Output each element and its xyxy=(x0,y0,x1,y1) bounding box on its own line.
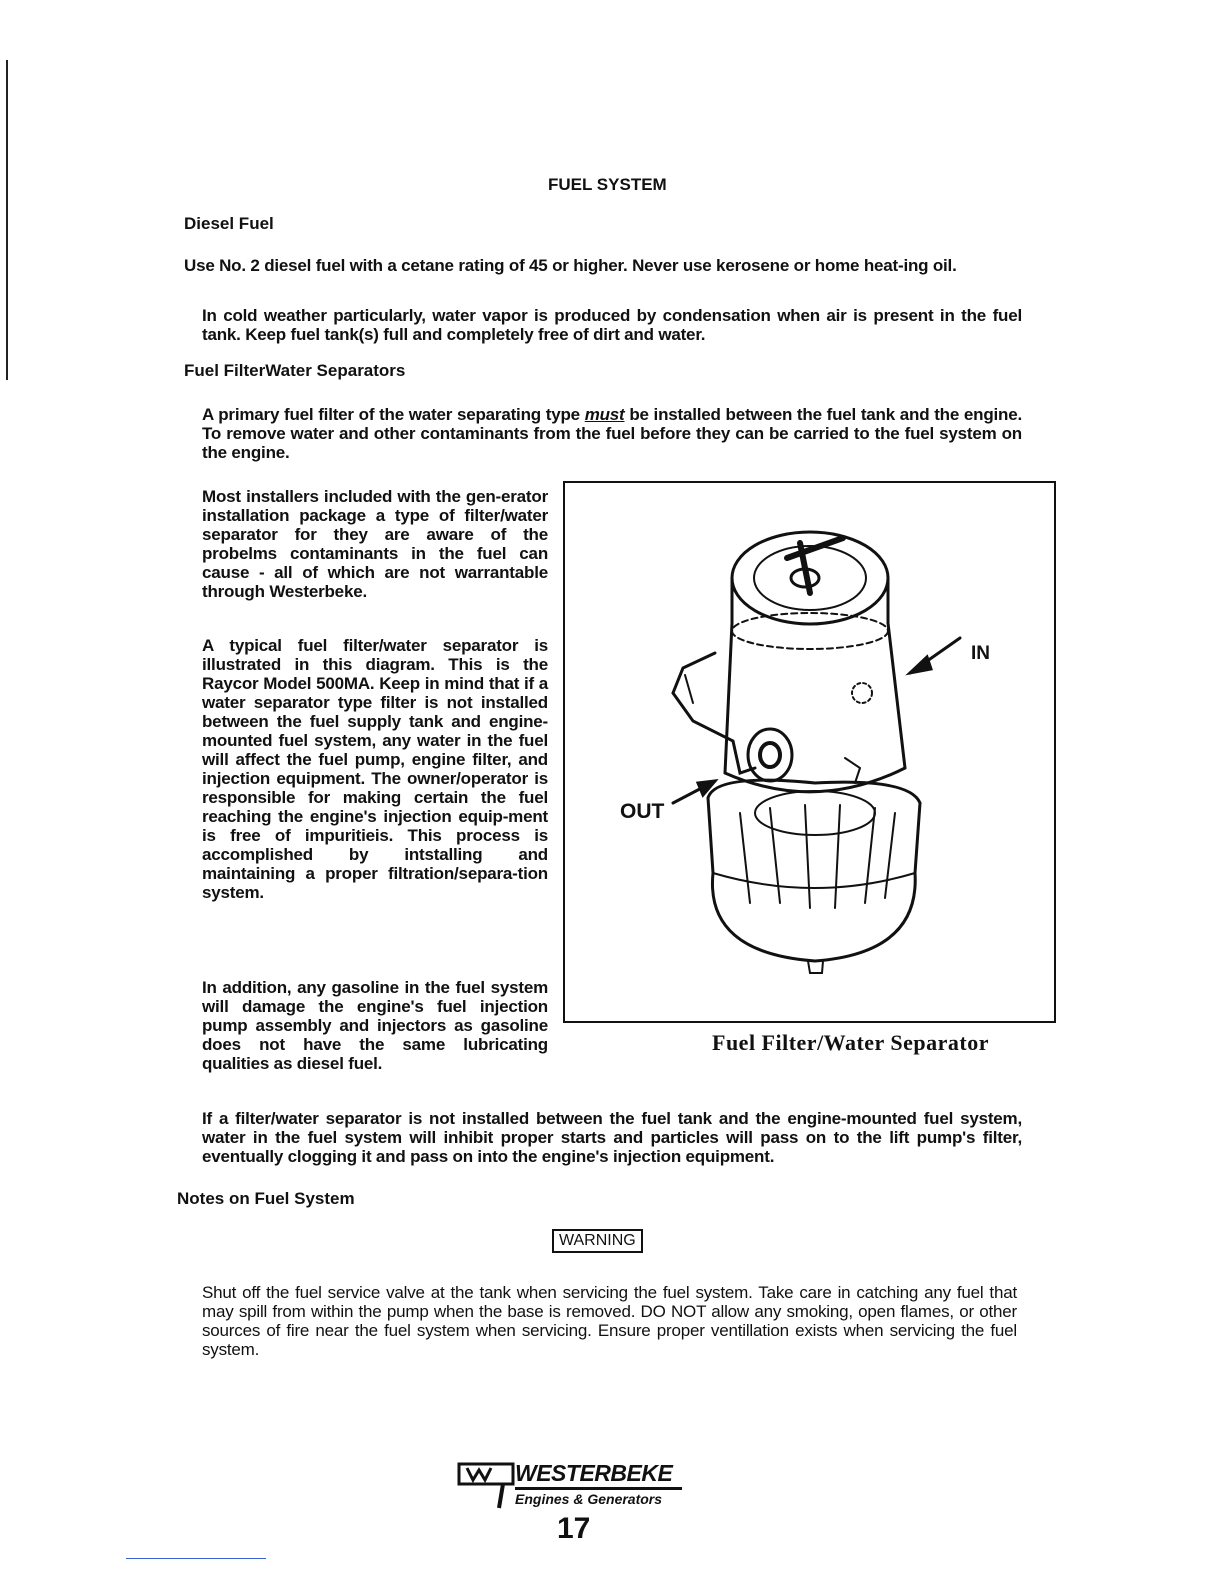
paragraph-diesel-1: Use No. 2 diesel fuel with a cetane rating of 45 or higher. Never use kerosene or home heat-ing oil. xyxy=(184,256,957,275)
paragraph-filter-1-b: be installed between the fuel tank and the engine. To remove water and other contaminants from the fuel before they can be carried to the fuel system on the engine. xyxy=(202,405,1022,462)
footer-rule xyxy=(126,1558,266,1559)
paragraph-filter-1 xyxy=(202,405,1022,462)
paragraph-diesel-2: In cold weather particularly, water vapor is produced by condensation when air is present in the fuel tank. Keep fuel tank(s) full and completely free of dirt and water. xyxy=(202,306,1022,344)
paragraph-filter-5: If a filter/water separator is not installed between the fuel tank and the engine-mounted fuel system, water in the fuel system will inhibit proper starts and particles will pass on to the lift pump's filter, eventually clogging it and pass on into the engine's injection equipment. xyxy=(202,1109,1022,1166)
figure-caption: Fuel Filter/Water Separator xyxy=(712,1030,990,1055)
brand-name: WESTERBEKE xyxy=(515,1460,682,1490)
page-number: 17 xyxy=(557,1512,591,1545)
heading-fuel-filter: Fuel FilterWater Separators xyxy=(184,361,406,380)
heading-notes-fuel-system: Notes on Fuel System xyxy=(177,1189,355,1208)
label-out: OUT xyxy=(620,800,665,823)
fuel-filter-diagram xyxy=(565,483,1054,1021)
emphasis-must: must xyxy=(584,405,625,424)
scan-edge-line xyxy=(6,60,8,380)
brand-tagline: Engines & Generators xyxy=(515,1491,663,1507)
westerbeke-logo-icon xyxy=(453,1458,515,1510)
page-title: FUEL SYSTEM xyxy=(548,175,667,194)
paragraph-filter-1-a: A primary fuel filter of the water separating type xyxy=(202,405,585,424)
heading-diesel-fuel: Diesel Fuel xyxy=(184,214,274,233)
warning-badge: WARNING xyxy=(552,1229,643,1253)
paragraph-filter-3: A typical fuel filter/water separator is illustrated in this diagram. This is the Raycor Model 500MA. Keep in mind that if a water separator type filter is not installed between the fuel supply tank and engine-mounted fuel system, any water in the fuel will affect the fuel pump, engine filter, and injection equipment. The owner/operator is responsible for making certain the fuel reaching the engine's injection equip-ment is free of impuritieis. This process is accomplished by intstalling and maintaining a proper filtration/separa-tion system. xyxy=(202,636,548,902)
paragraph-filter-4: In addition, any gasoline in the fuel system will damage the engine's fuel injection pump assembly and injectors as gasoline does not have the same lubricating qualities as diesel fuel. xyxy=(202,978,548,1073)
label-in: IN xyxy=(971,643,990,664)
paragraph-notes-1: Shut off the fuel service valve at the tank when servicing the fuel system. Take care in catching any fuel that may spill from within the pump when the base is removed. DO NOT allow any smoking, open flames, or other sources of fire near the fuel system when servicing. Ensure proper ventillation exists when servicing the fuel system. xyxy=(202,1283,1017,1359)
paragraph-filter-2: Most installers included with the gen-erator installation package a type of filter/water separator for they are aware of the probelms contaminants in the fuel can cause - all of which are not warrantable through Westerbeke. xyxy=(202,487,548,601)
